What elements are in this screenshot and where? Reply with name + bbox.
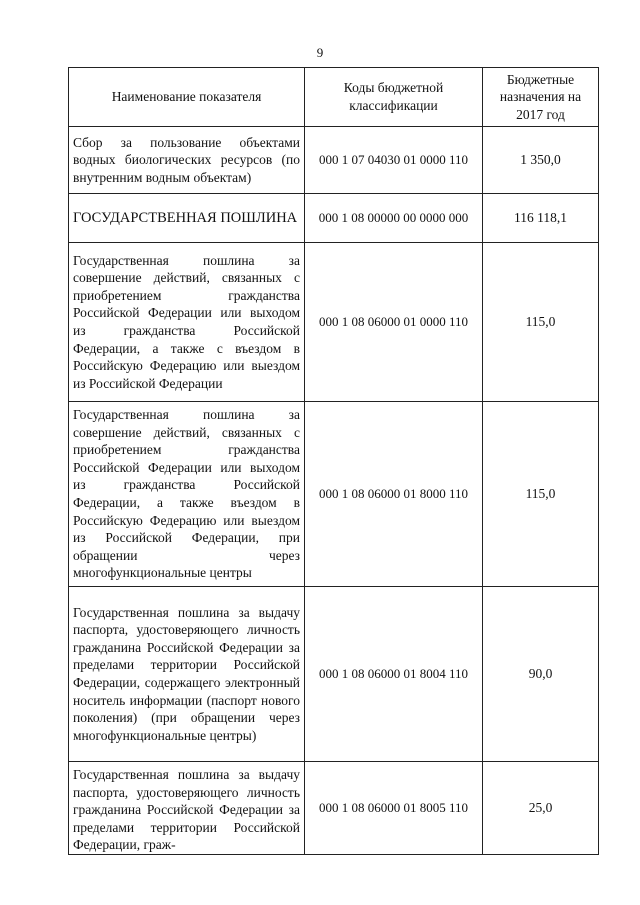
row-amount: 25,0 bbox=[483, 762, 599, 855]
row-name: Сбор за пользование объектами водных биологических ресурсов (по внутренним водным объектам) bbox=[69, 127, 305, 194]
row-code: 000 1 08 00000 00 0000 000 bbox=[305, 194, 483, 243]
row-name: Государственная пошлина за совершение действий, связанных с приобретением гражданства Российской Федерации или выходом из гражданства Российской Федерации, а также с въездом в Российскую Федерацию или выездом из Российской Федерации bbox=[69, 243, 305, 402]
table-header-row bbox=[69, 68, 599, 127]
row-amount: 115,0 bbox=[483, 402, 599, 587]
header-code: Коды бюджетной классификации bbox=[305, 68, 483, 127]
table-row bbox=[69, 762, 599, 855]
row-name-text: ГОСУДАРСТВЕННАЯ ПОШЛИНА bbox=[73, 210, 298, 226]
table-row bbox=[69, 243, 599, 402]
row-code: 000 1 08 06000 01 0000 110 bbox=[305, 243, 483, 402]
table-row bbox=[69, 402, 599, 587]
header-name: Наименование показателя bbox=[69, 68, 305, 127]
row-name: Государственная пошлина за совершение действий, связанных с приобретением гражданства Российской Федерации или выходом из гражданства Российской Федерации, а также въездом в Российскую Федерацию или выездом из Российской Федерации, при обращении через многофункциональные центры bbox=[69, 402, 305, 587]
row-code: 000 1 08 06000 01 8005 110 bbox=[305, 762, 483, 855]
row-amount: 115,0 bbox=[483, 243, 599, 402]
row-name bbox=[69, 194, 305, 243]
row-amount: 116 118,1 bbox=[483, 194, 599, 243]
table-row bbox=[69, 587, 599, 762]
row-name: Государственная пошлина за выдачу паспорта, удостоверяющего личность гражданина Российской Федерации за пределами территории Российской Федерации, содержащего электронный носитель информации (паспорт нового поколения) (при обращении через многофункциональные центры) bbox=[69, 587, 305, 762]
table-row bbox=[69, 127, 599, 194]
row-amount: 1 350,0 bbox=[483, 127, 599, 194]
page-number: 9 bbox=[316, 45, 324, 60]
row-code: 000 1 07 04030 01 0000 110 bbox=[305, 127, 483, 194]
header-amount: Бюджетные назначения на 2017 год bbox=[483, 68, 599, 127]
budget-table bbox=[68, 67, 599, 855]
row-amount: 90,0 bbox=[483, 587, 599, 762]
row-code: 000 1 08 06000 01 8000 110 bbox=[305, 402, 483, 587]
row-name: Государственная пошлина за выдачу паспорта, удостоверяющего личность гражданина Российской Федерации за пределами территории Российской Федерации, граж- bbox=[69, 762, 305, 855]
row-code: 000 1 08 06000 01 8004 110 bbox=[305, 587, 483, 762]
table-row bbox=[69, 194, 599, 243]
